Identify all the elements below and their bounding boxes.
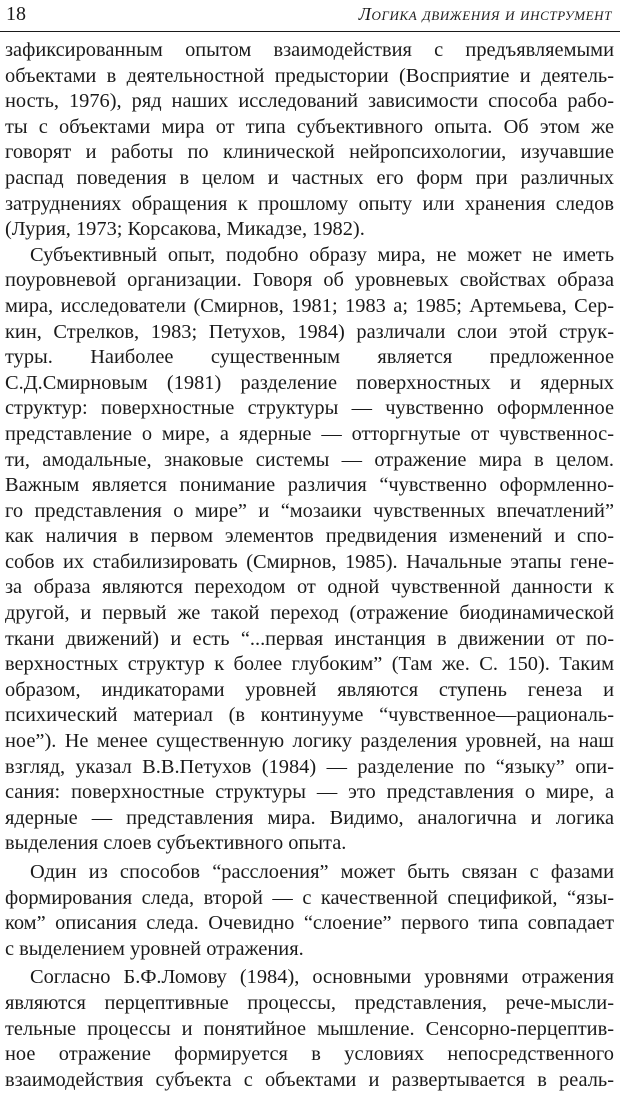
text-line: как наличия в первом элементов предвидения изменений и спо- [5,525,614,548]
text-line: мира, исследователи (Смирнов, 1981; 1983 а; 1985; Артемьева, Сер- [5,294,614,317]
text-line: Согласно Б.Ф.Ломову (1984), основными уровнями отражения [30,966,614,989]
text-line: другой, и первый же такой переход (отражение биодинамической [5,602,614,625]
text-line: ядерные — представления мира. Видимо, аналогична и логика [5,806,614,829]
text-line: верхностных структур к более глубоким” (Там же. С. 150). Таким [5,653,614,676]
text-line: ткани движений) и есть “...первая инстанция в движении от по- [5,627,614,650]
text-line: ти, амодальные, знаковые системы — отражение мира в целом. [5,448,614,471]
text-line: зафиксированным опытом взаимодействия с предъявляемыми [5,39,614,61]
text-line: поуровневой организации. Говоря об уровневых свойствах образа [5,269,614,292]
text-line: образом, индикаторами уровней являются ступень генеза и [5,678,614,701]
text-line: го представления о мире” и “мозаики чувственных впечатлений” [5,499,614,522]
text-line: психический материал (в континууме “чувственное—рациональ- [5,704,614,727]
text-line: затруднениях обращения к прошлому опыту или хранения следов [5,192,614,215]
text-line: ное отражение формируется в условиях непосредственного [5,1043,614,1066]
text-line: распад поведения в целом и частных его форм при различных [5,166,614,189]
text-line: с выделением уровней отражения. [5,937,304,960]
body-text [0,38,620,1093]
text-line: Один из способов “расслоения” может быть связан с фазами [30,861,614,883]
text-line: сания: поверхностные структуры — это представления о мире, а [5,781,614,804]
text-line: (Лурия, 1973; Корсакова, Микадзе, 1982). [5,218,365,241]
text-line: ком” описания следа. Очевидно “слоение” первого типа совпадает [5,912,614,935]
text-line: являются перцептивные процессы, представления, рече-мысли- [5,991,614,1014]
text-line: туры. Наиболее существенным является предложенное [5,346,614,369]
text-line: говорят и работы по клинической нейропсихологии, изучавшие [5,141,614,164]
text-line: представление о мире, а ядерные — отторгнутые от чувственнос- [5,422,614,445]
text-line: Субъективный опыт, подобно образу мира, не может не иметь [30,243,614,266]
text-line: формирования следа, второй — с качественной спецификой, “язы- [5,886,614,909]
page-header [0,0,620,32]
text-line: выделения слоев субъективного опыта. [5,832,347,855]
text-line: ты с объектами мира от типа субъективного опыта. Об этом же [5,115,614,138]
text-line: за образа являются переходом от одной чувственной данности к [5,576,614,599]
text-line: ность, 1976), ряд наших исследований зависимости способа рабо- [5,90,614,113]
text-line: взаимодействия субъекта с объектами и развертывается в реаль- [5,1068,614,1091]
text-line: собов их стабилизировать (Смирнов, 1985). Начальные этапы гене- [5,550,614,573]
text-line: взгляд, указал В.В.Петухов (1984) — разделение по “языку” опи- [5,755,614,778]
text-line: структур: поверхностные структуры — чувственно оформленное [5,397,614,420]
text-line: ное”). Не менее существенную логику разделения уровней, на наш [5,730,614,753]
page-number: 18 [6,3,26,25]
text-line: тельные процессы и понятийное мышление. Сенсорно-перцептив- [5,1017,614,1040]
text-line: С.Д.Смирновым (1981) разделение поверхностных и ядерных [5,371,614,394]
text-line: объектами в деятельностной предыстории (Восприятие и деятель- [5,64,614,87]
header-rule [0,31,620,32]
text-line: кин, Стрелков, 1983; Петухов, 1984) различали слои этой струк- [5,320,614,343]
text-line: Важным является понимание различия “чувственно оформленно- [5,474,614,497]
running-title: Логика движения и инструмент [358,4,612,24]
